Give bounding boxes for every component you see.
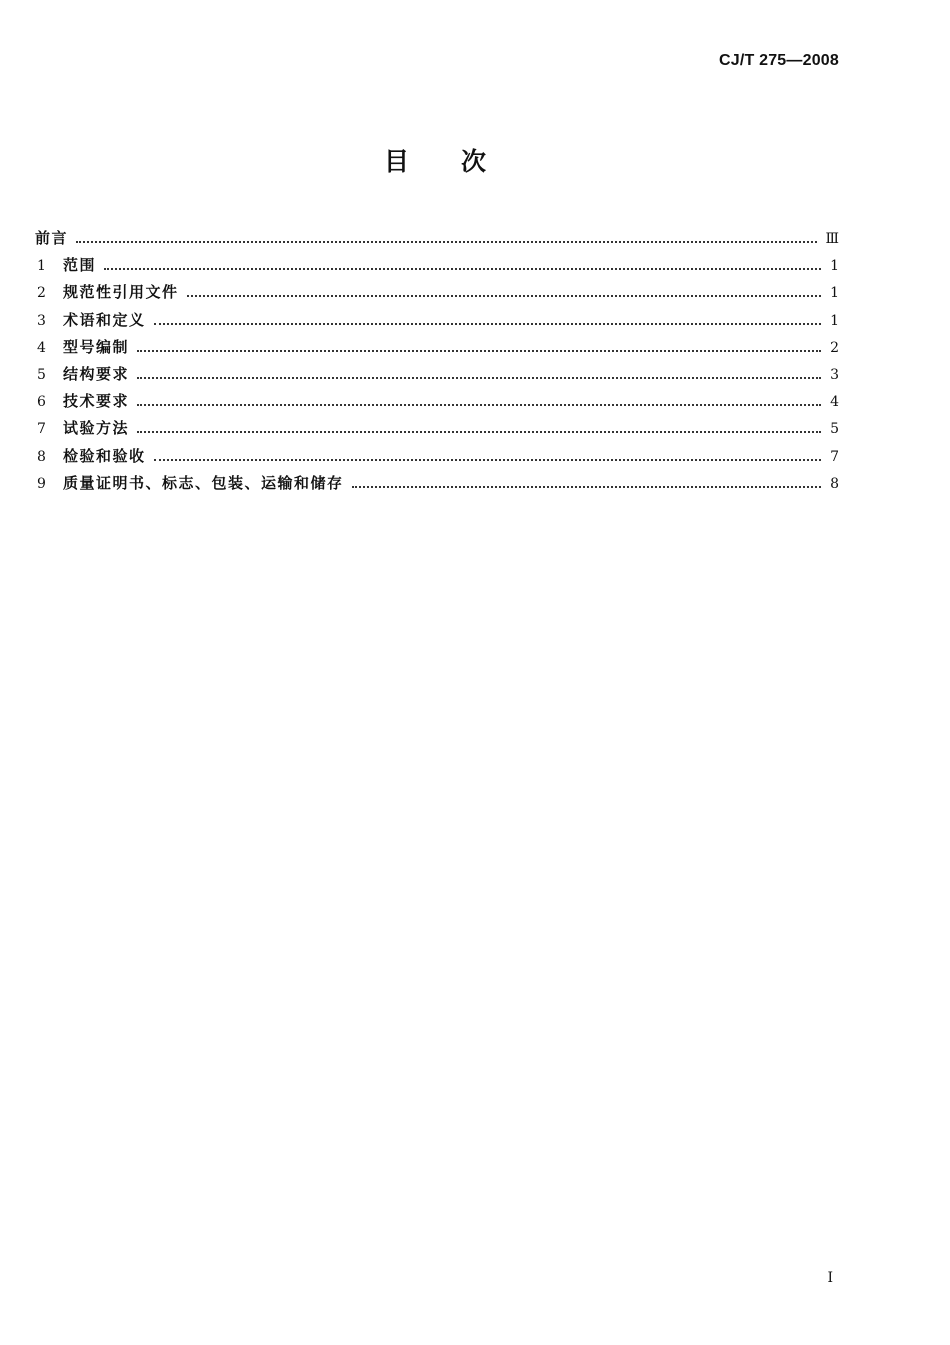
toc-entry-label: 前言 (35, 229, 69, 247)
toc-entry-number: 7 (37, 421, 46, 438)
toc-entry-label: 范围 (63, 256, 97, 275)
toc-entry-number: 4 (37, 339, 46, 356)
toc-entry-page: 1 (830, 258, 839, 275)
toc-entry-page: 1 (830, 312, 839, 329)
toc-entry-label: 技术要求 (63, 392, 130, 411)
toc-leader-dots (104, 268, 821, 270)
toc-entry-4[interactable] (37, 336, 839, 363)
toc-entry-5[interactable] (37, 363, 839, 390)
toc-entry-number: 5 (37, 366, 46, 383)
toc-entry-number: 1 (37, 258, 46, 275)
toc-entry-number: 6 (37, 394, 46, 411)
toc-entry-foreword[interactable] (35, 227, 839, 254)
toc-entry-3[interactable] (37, 309, 839, 336)
toc-entry-8[interactable] (37, 445, 839, 472)
toc-entry-number: 9 (37, 475, 46, 492)
toc-leader-dots (352, 486, 821, 488)
toc-entry-page: 7 (830, 448, 839, 465)
toc-leader-dots (137, 431, 821, 433)
toc-entry-number: 8 (37, 448, 46, 465)
toc-entry-page: 2 (830, 339, 839, 356)
toc-entry-label: 检验和验收 (63, 446, 146, 465)
toc-entry-label: 结构要求 (63, 364, 130, 383)
toc-entry-page: 8 (830, 475, 839, 492)
toc-entry-7[interactable] (37, 417, 839, 444)
toc-entry-number: 2 (37, 285, 46, 302)
toc-leader-dots (137, 404, 821, 406)
title-char-2: 次 (461, 147, 487, 176)
toc-entry-2[interactable] (37, 281, 839, 308)
toc-entry-6[interactable] (37, 390, 839, 417)
toc-entry-page: 5 (830, 421, 839, 438)
toc-entry-number: 3 (37, 312, 46, 329)
toc-entry-label: 试验方法 (63, 419, 130, 438)
page-title (0, 142, 870, 178)
toc-entry-page: 4 (830, 394, 839, 411)
toc-entry-1[interactable] (37, 254, 839, 281)
toc-leader-dots (137, 350, 821, 352)
toc-leader-dots (137, 377, 821, 379)
toc-entry-page: 1 (830, 285, 839, 302)
toc-entry-9[interactable] (37, 472, 839, 499)
toc-entry-label: 规范性引用文件 (63, 283, 179, 302)
toc-entry-label: 术语和定义 (63, 310, 146, 329)
page-number: I (827, 1270, 833, 1286)
toc-leader-dots (154, 459, 821, 461)
table-of-contents (37, 227, 839, 499)
toc-leader-dots (154, 323, 821, 325)
toc-entry-page: 3 (830, 366, 839, 383)
toc-entry-label: 质量证明书、标志、包装、运输和储存 (63, 473, 344, 492)
title-char-1: 目 (383, 147, 409, 176)
toc-entry-page: Ⅲ (825, 231, 839, 247)
toc-leader-dots (76, 241, 817, 243)
toc-leader-dots (187, 295, 821, 297)
toc-entry-label: 型号编制 (63, 337, 130, 356)
document-code: CJ/T 275—2008 (718, 52, 839, 69)
